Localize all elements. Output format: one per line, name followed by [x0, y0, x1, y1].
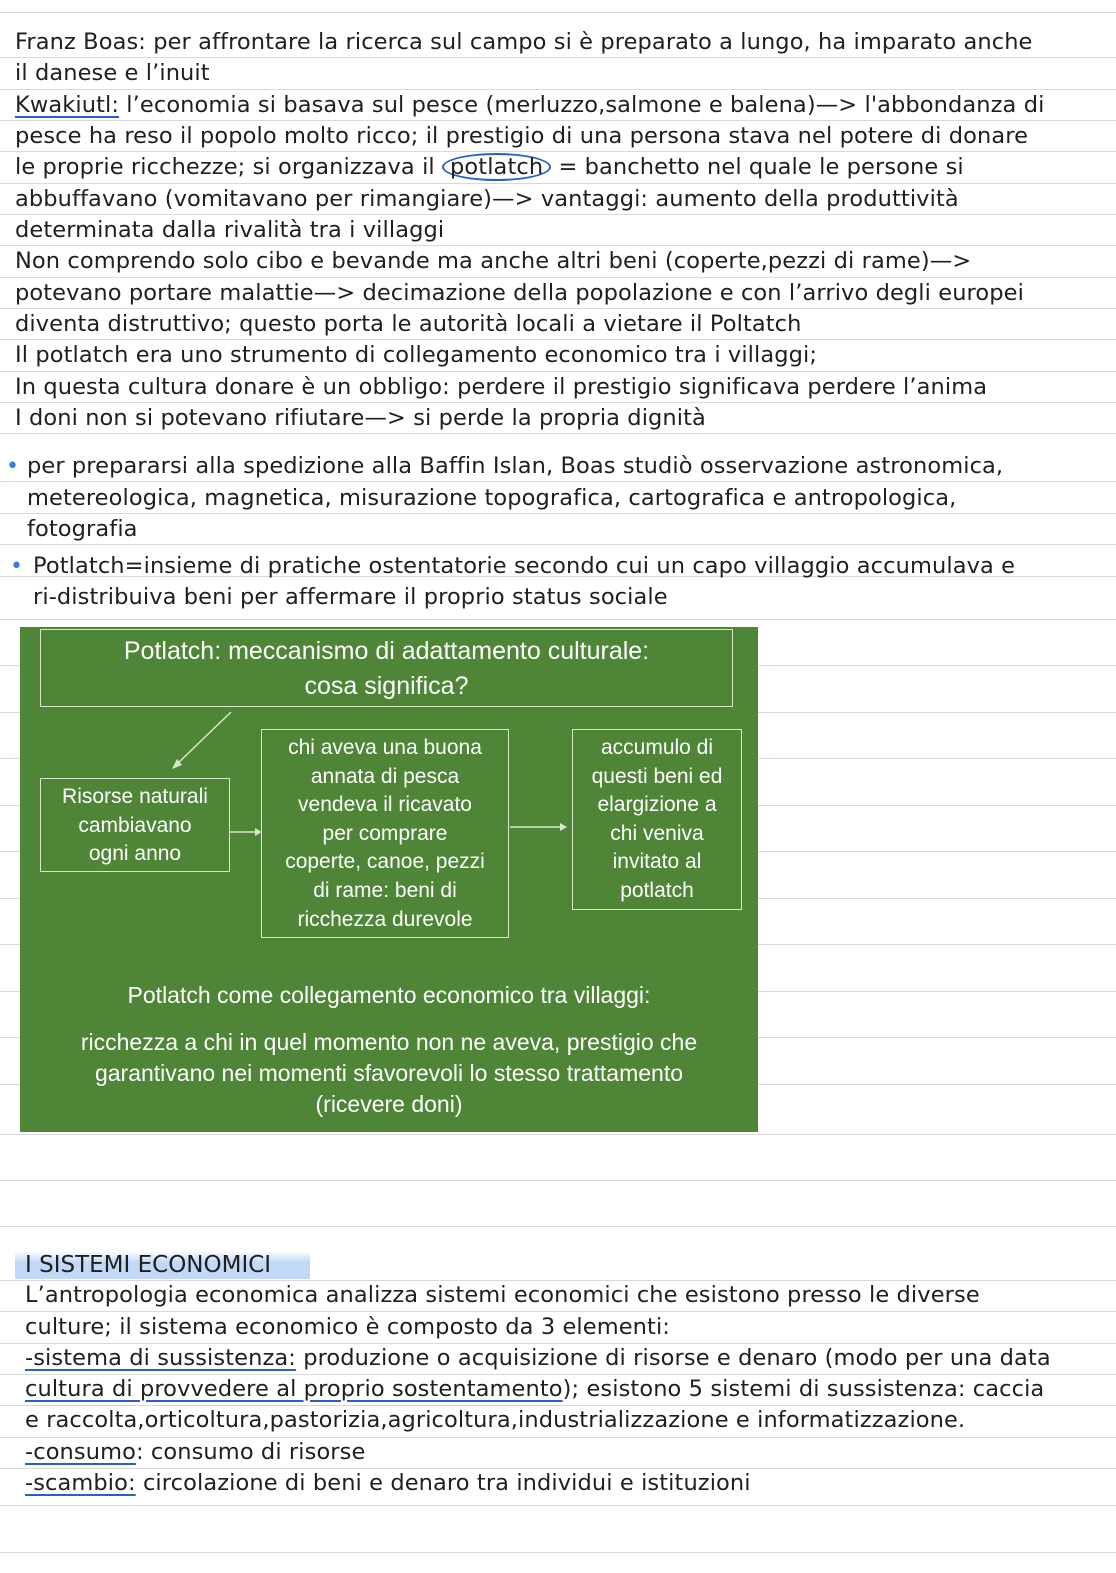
- bullet-1-line-2: metereologica, magnetica, misurazione topografica, cartografica e antropologica,: [27, 485, 957, 511]
- subsistence-line-1: [25, 1343, 1051, 1374]
- subsistence-line-2: [25, 1374, 1044, 1405]
- kwakiutl-more-6: I doni non si potevano rifiutare—> si perde la propria dignità: [15, 405, 706, 431]
- right-box-line-1: accumulo di: [600, 736, 714, 759]
- intro-line-1: Franz Boas: per affrontare la ricerca sul campo si è preparato a lungo, ha imparato anche: [15, 29, 1033, 55]
- middle-box-line-1: chi aveva una buona: [288, 736, 482, 759]
- subsistence-line-3: e raccolta,orticoltura,pastorizia,agricoltura,industrializzazione e informatizzazione.: [25, 1407, 966, 1433]
- middle-box-line-7: ricchezza durevole: [297, 907, 473, 931]
- kwakiutl-line-3-after: = banchetto nel quale le persone si: [551, 154, 964, 180]
- consumption-text: : consumo di risorse: [135, 1439, 366, 1465]
- section-line-2: culture; il sistema economico è composto da 3 elementi:: [25, 1314, 670, 1340]
- bullet-1-line-1: per prepararsi alla spedizione alla Baffin Islan, Boas studiò osservazione astronomica,: [27, 453, 1004, 479]
- left-box-line-3: ogni anno: [88, 842, 182, 866]
- middle-box-line-6: di rame: beni di: [313, 878, 457, 902]
- right-box-line-4: chi veniva: [610, 821, 704, 845]
- right-box-line-5: invitato al: [612, 850, 702, 874]
- consumption-line: [25, 1437, 365, 1468]
- kwakiutl-line-4: abbuffavano (vomitavano per rimangiare)—> vantaggi: aumento della produttività: [15, 186, 959, 212]
- kwakiutl-term: Kwakiutl:: [15, 92, 120, 118]
- kwakiutl-more-5: In questa cultura donare è un obbligo: perdere il prestigio significava perdere l’anima: [15, 374, 988, 400]
- diagram-bottom-line-2: garantivano nei momenti sfavorevoli lo stesso trattamento: [94, 1060, 684, 1086]
- right-box-line-3: elargizione a: [597, 793, 717, 817]
- middle-box-line-2: annata di pesca: [310, 764, 460, 788]
- consumption-term: -consumo: [25, 1439, 136, 1465]
- intro-line-2: il danese e l’inuit: [15, 60, 210, 86]
- middle-box-line-4: per comprare: [322, 821, 448, 845]
- subsistence-line-1-text: produzione o acquisizione di risorse e denaro (modo per una data: [295, 1345, 1051, 1371]
- accumulation-box: [572, 729, 742, 910]
- diagram-title-line-2: cosa significa?: [304, 672, 469, 700]
- diagram-title-line-1: Potlatch: meccanismo di adattamento culturale:: [123, 637, 650, 665]
- diagram-bottom-line-1: ricchezza a chi in quel momento non ne aveva, prestigio che: [80, 1029, 698, 1055]
- subsistence-line-2-text: ); esistono 5 sistemi di sussistenza: caccia: [562, 1376, 1045, 1402]
- kwakiutl-line-3: [15, 152, 964, 183]
- potlatch-circled-word: potlatch: [442, 153, 551, 181]
- kwakiutl-more-2: potevano portare malattie—> decimazione della popolazione e con l’arrivo degli europei: [15, 280, 1024, 306]
- bullet-2-line-1: Potlatch=insieme di pratiche ostentatorie secondo cui un capo villaggio accumulava e: [33, 553, 1016, 579]
- kwakiutl-line-1-text: l’economia si basava sul pesce (merluzzo,salmone e balena)—> l'abbondanza di: [119, 92, 1045, 118]
- kwakiutl-more-1: Non comprendo solo cibo e bevande ma anche altri beni (coperte,pezzi di rame)—>: [15, 248, 972, 274]
- kwakiutl-line-1: [15, 90, 1044, 121]
- left-box-line-2: cambiavano: [78, 813, 192, 837]
- right-box-line-2: questi beni ed: [591, 764, 723, 788]
- diagram-bottom-line-3: (ricevere doni): [315, 1091, 463, 1117]
- right-box-line-6: potlatch: [620, 878, 694, 902]
- bullet-1-line-3: fotografia: [27, 516, 138, 542]
- middle-box-line-3: vendeva il ricavato: [298, 793, 472, 817]
- kwakiutl-line-5: determinata dalla rivalità tra i villaggi: [15, 217, 445, 243]
- potlatch-diagram: [20, 627, 758, 1132]
- left-box-line-1: Risorse naturali: [62, 785, 208, 808]
- bullet-2-icon: •: [10, 554, 23, 579]
- kwakiutl-more-3: diventa distruttivo; questo porta le autorità locali a vietare il Poltatch: [15, 311, 802, 337]
- kwakiutl-line-3-before: le proprie ricchezze; si organizzava il: [15, 154, 443, 180]
- kwakiutl-line-2: pesce ha reso il popolo molto ricco; il prestigio di una persona stava nel potere di donare: [15, 123, 1029, 149]
- subsistence-line-2-underlined: cultura di provvedere al proprio sostentamento: [25, 1376, 563, 1402]
- bullet-1-icon: •: [6, 454, 19, 479]
- exchange-line: [25, 1468, 751, 1499]
- section-title: I SISTEMI ECONOMICI: [15, 1251, 310, 1279]
- middle-box-line-5: coperte, canoe, pezzi: [285, 850, 485, 874]
- subsistence-term: -sistema di sussistenza:: [25, 1345, 296, 1371]
- diagram-bottom-heading: Potlatch come collegamento economico tra villaggi:: [127, 982, 651, 1008]
- bullet-2-line-2: ri-distribuiva beni per affermare il proprio status sociale: [33, 584, 668, 610]
- natural-resources-box: [40, 778, 230, 872]
- kwakiutl-more-4: Il potlatch era uno strumento di collegamento economico tra i villaggi;: [15, 342, 818, 368]
- exchange-text: circolazione di beni e denaro tra individui e istituzioni: [135, 1470, 751, 1496]
- section-line-1: L’antropologia economica analizza sistemi economici che esistono presso le diverse: [25, 1282, 980, 1308]
- good-fishing-year-box: [261, 729, 509, 938]
- exchange-term: -scambio:: [25, 1470, 136, 1496]
